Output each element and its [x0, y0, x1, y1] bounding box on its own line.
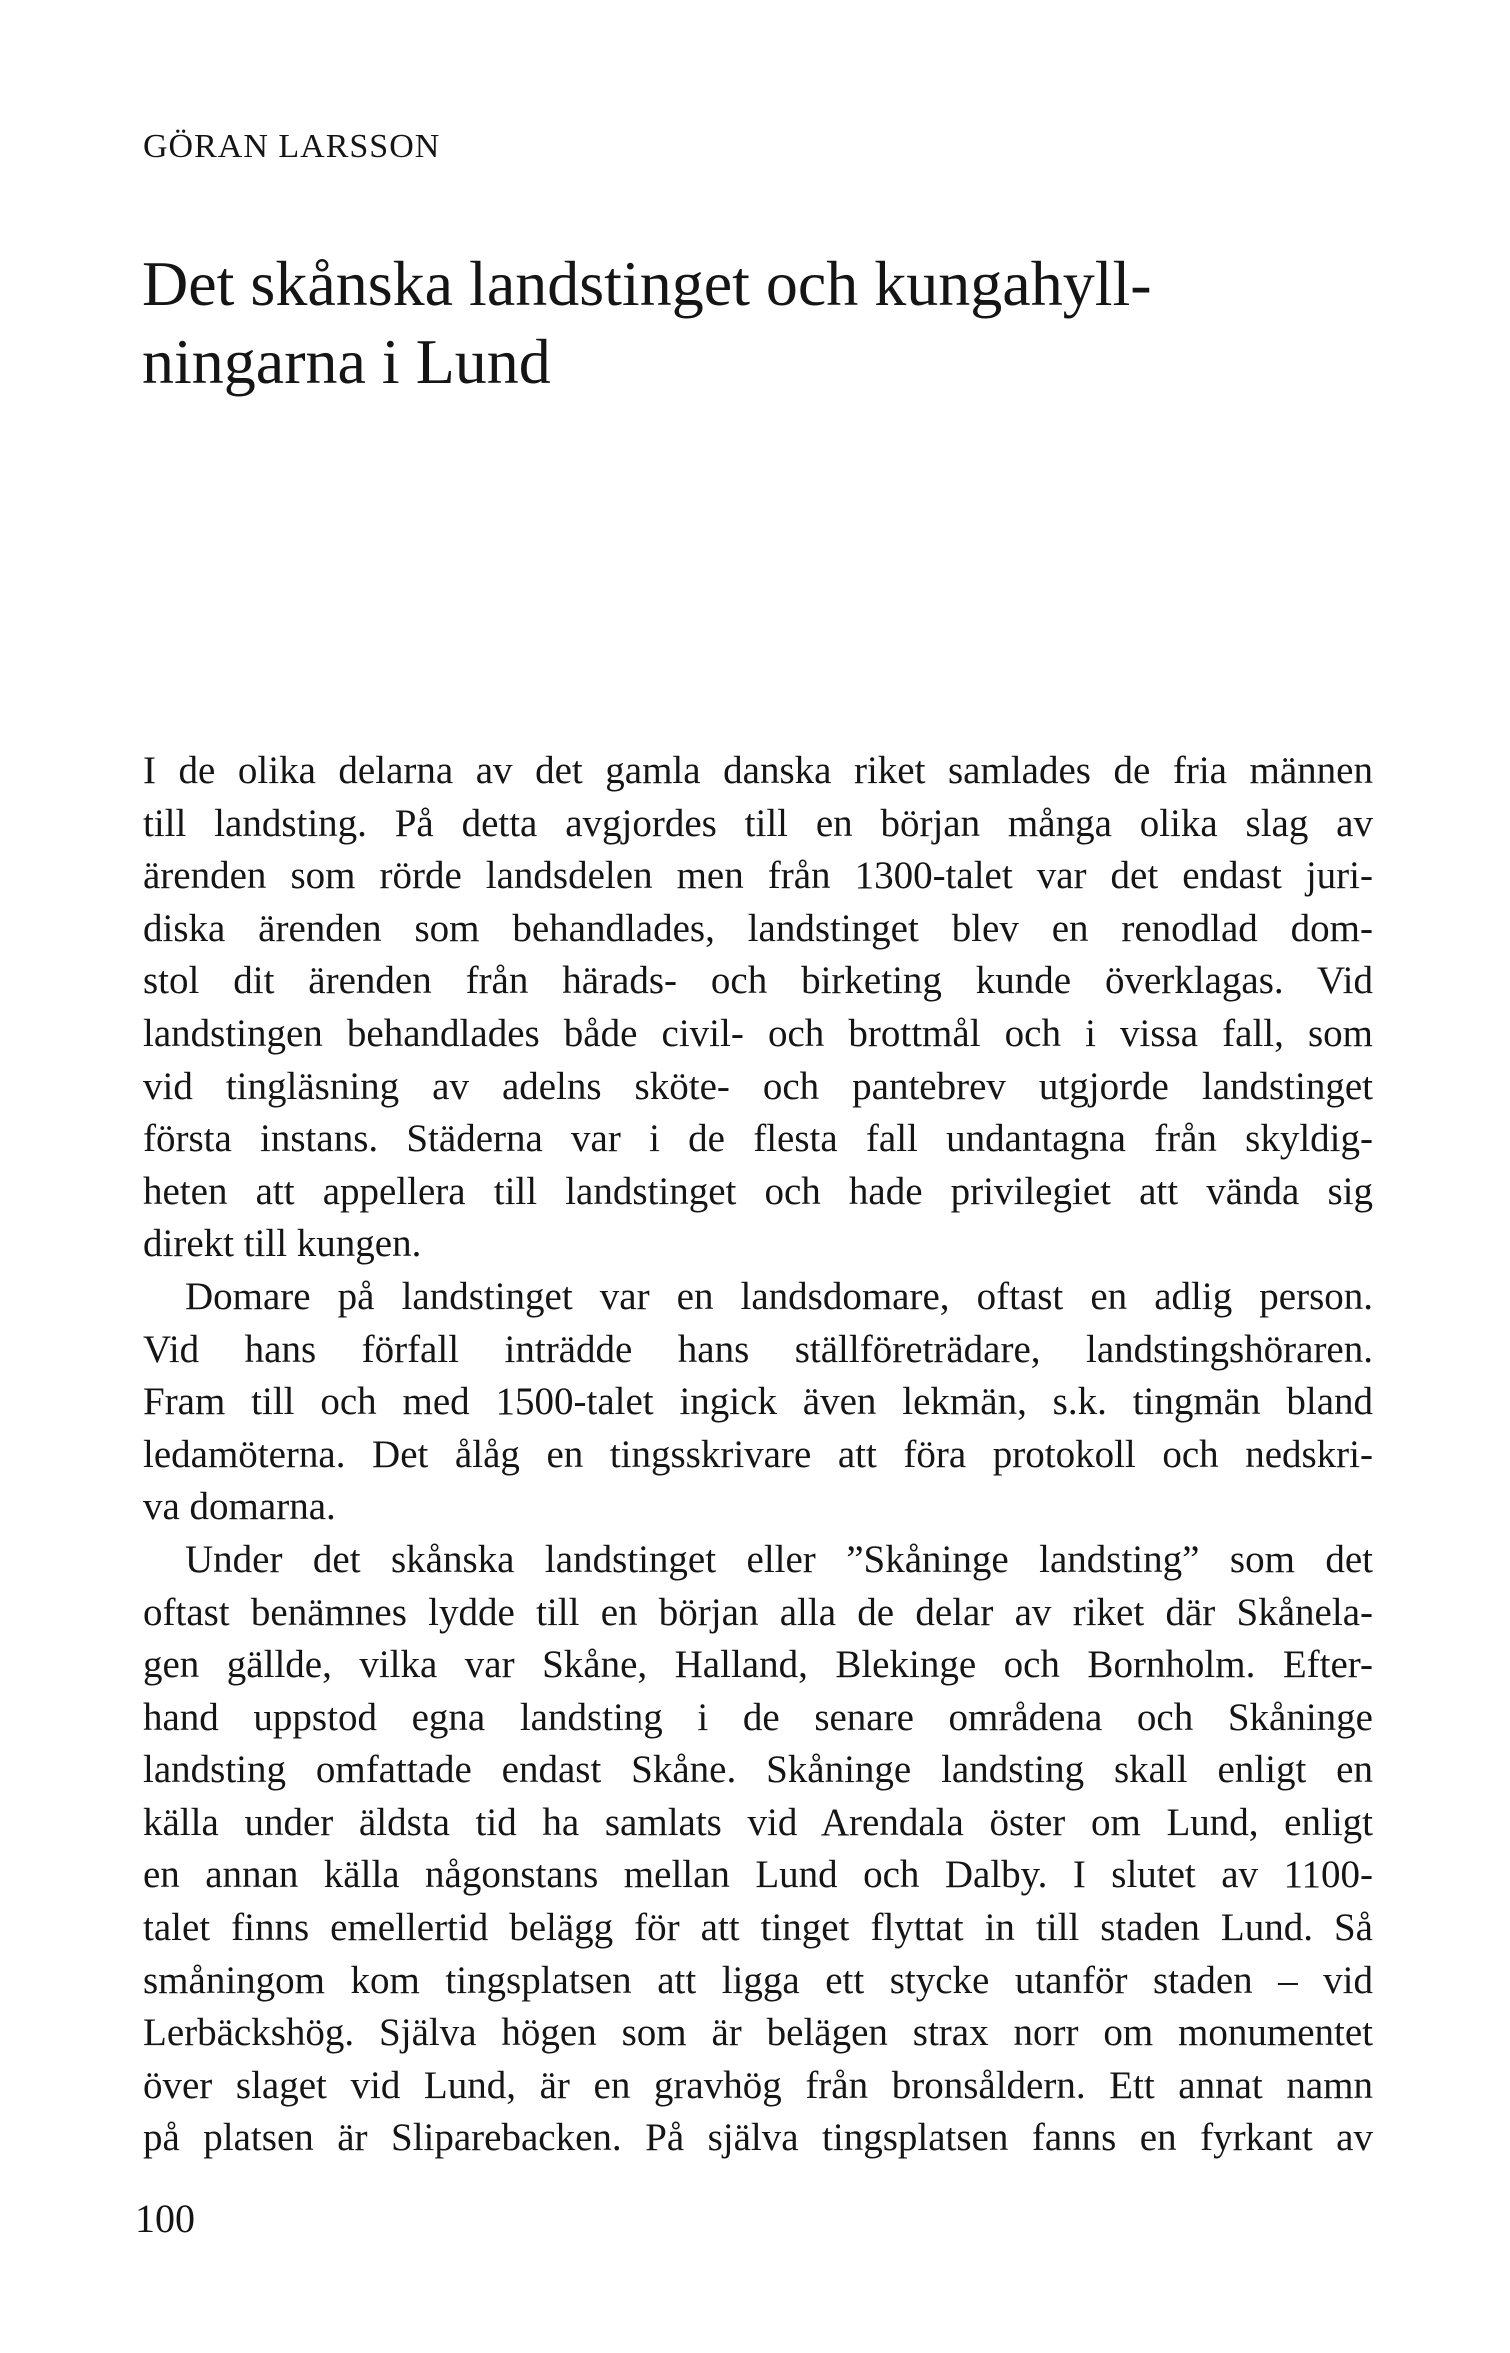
- text-line: en annan källa någonstans mellan Lund och Dalby. I slutet av 1100-: [143, 1853, 1373, 1897]
- text-line: landstingen behandlades både civil- och brottmål och i vissa fall, som: [143, 1011, 1373, 1055]
- chapter-title: [142, 245, 1372, 401]
- text-line: på platsen är Sliparebacken. På själva tingsplatsen fanns en fyrkant av: [143, 2116, 1373, 2160]
- text-line: över slaget vid Lund, är en gravhög från bronsåldern. Ett annat namn: [143, 2063, 1373, 2107]
- text-line: heten att appellera till landstinget och hade privilegiet att vända sig: [143, 1169, 1373, 1213]
- text-line: Domare på landstinget var en landsdomare, oftast en adlig person.: [185, 1274, 1373, 1318]
- text-line: Lerbäckshög. Själva högen som är belägen strax norr om monumentet: [143, 2011, 1373, 2055]
- text-line: talet finns emellertid belägg för att tinget flyttat in till staden Lund. Så: [143, 1906, 1373, 1950]
- text-line: gen gällde, vilka var Skåne, Halland, Blekinge och Bornholm. Efter-: [143, 1643, 1373, 1687]
- page-number: 100: [135, 2196, 195, 2241]
- text-line: ärenden som rörde landsdelen men från 1300-talet var det endast juri-: [143, 854, 1373, 898]
- paragraph: [143, 1534, 1373, 2165]
- text-line: första instans. Städerna var i de flesta fall undantagna från skyldig-: [143, 1117, 1373, 1161]
- text-line: Under det skånska landstinget eller ”Skåninge landsting” som det: [185, 1537, 1373, 1581]
- text-line: landsting omfattade endast Skåne. Skåninge landsting skall enligt en: [143, 1748, 1373, 1792]
- text-line: I de olika delarna av det gamla danska riket samlades de fria männen: [143, 749, 1373, 792]
- body-text: [143, 745, 1373, 2165]
- paragraph: [143, 745, 1373, 1271]
- chapter-title-line: ningarna i Lund: [142, 326, 551, 397]
- text-line: källa under äldsta tid ha samlats vid Arendala öster om Lund, enligt: [143, 1800, 1373, 1844]
- text-line: vid tingläsning av adelns sköte- och pantebrev utgjorde landstinget: [143, 1064, 1373, 1108]
- text-line: Fram till och med 1500-talet ingick även lekmän, s.k. tingmän bland: [143, 1380, 1373, 1424]
- author-name: GÖRAN LARSSON: [143, 128, 441, 165]
- text-line: småningom kom tingsplatsen att ligga ett stycke utanför staden – vid: [143, 1958, 1373, 2002]
- chapter-title-line: Det skånska landstinget och kungahyll-: [142, 248, 1152, 319]
- text-line: hand uppstod egna landsting i de senare områdena och Skåninge: [143, 1695, 1373, 1739]
- text-line: till landsting. På detta avgjordes till en början många olika slag av: [143, 801, 1373, 845]
- text-line: stol dit ärenden från härads- och birketing kunde överklagas. Vid: [143, 959, 1373, 1003]
- text-line: ledamöterna. Det ålåg en tingsskrivare att föra protokoll och nedskri-: [143, 1432, 1373, 1476]
- text-line: Vid hans förfall inträdde hans ställföreträdare, landstingshöraren.: [143, 1327, 1373, 1371]
- text-line: oftast benämnes lydde till en början alla de delar av riket där Skånela-: [143, 1590, 1373, 1634]
- text-line: va domarna.: [143, 1485, 336, 1529]
- text-line: diska ärenden som behandlades, landstinget blev en renodlad dom-: [143, 906, 1373, 950]
- text-line: direkt till kungen.: [143, 1222, 422, 1266]
- paragraph: [143, 1271, 1373, 1534]
